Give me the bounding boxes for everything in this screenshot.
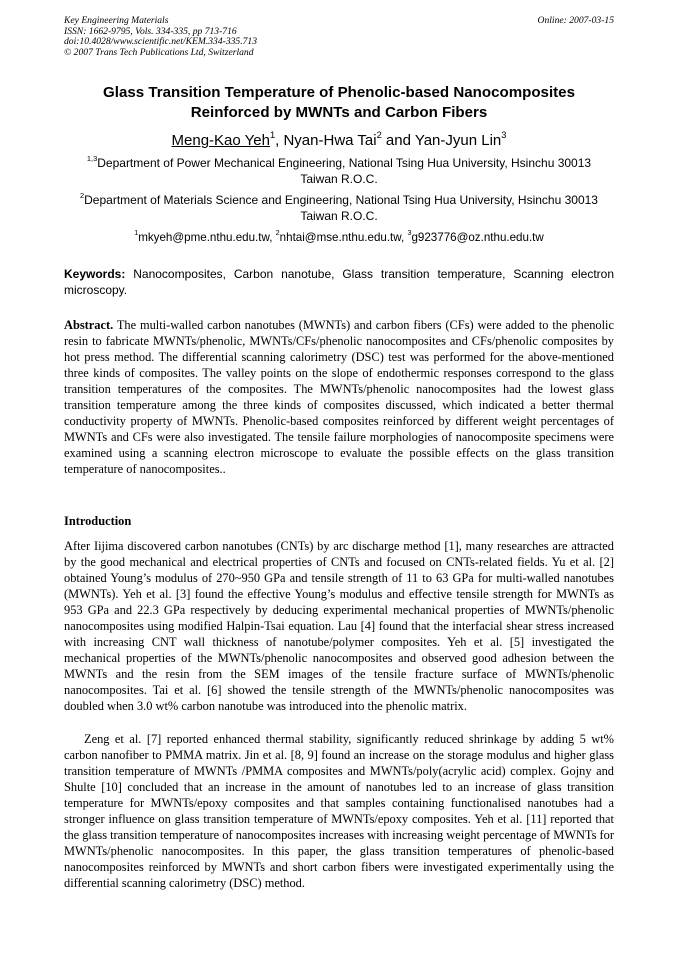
paper-title [64, 83, 614, 122]
affiliation-2-line-2: Taiwan R.O.C. [300, 208, 378, 223]
email-1: mkyeh@pme.nthu.edu.tw, [138, 231, 276, 244]
author-3-sup: 3 [501, 129, 507, 140]
keywords-block [64, 266, 614, 298]
affiliation-1-sup: 1,3 [86, 153, 98, 163]
affiliation-1 [64, 153, 614, 187]
email-list [64, 230, 614, 246]
affiliation-2 [64, 190, 614, 224]
abstract-label: Abstract. [64, 318, 114, 332]
title-line-2: Reinforced by MWNTs and Carbon Fibers [190, 103, 488, 121]
introduction-paragraph-1: After Iijima discovered carbon nanotubes (CNTs) by arc discharge method [1], many researches are attracted by the good mechanical and electrical properties of CNTs and focused on CNTs-related fields. Yu et al. [2] obtained Young’s modulus of 270~950 GPa and tensile strength of 11 to 63 GPa for multi-walled nanotubes (MWNTs). Yeh et al. [3] found the effective Young’s modulus and effective tensile strength for MWNTs as 953 GPa and 22.3 GPa respectively by deducing experimental mechanical properties of MWNTs/phenolic nanocomposites using modified Halpin-Tsai equation. Lau [4] found that the interfacial shear stress increased with increasing CNT wall thickness of nanotube/polymer composites. Yeh et al. [5] investigated the mechanical properties of the MWNTs/phenolic nanocomposites and observed good adhesion between the MWNTs and the resin from the SEM images of the tensile fracture surface of MWNTs/phenolic nanocomposites. Tai et al. [6] showed the tensile strength of the MWNTs/phenolic nanocomposites was doubled when 3.0 wt% carbon nanotube was introduced into the phenolic matrix. [64, 539, 614, 714]
author-1-sup: 1 [269, 129, 276, 140]
email-1-sup: 1 [134, 228, 139, 238]
author-list [64, 131, 614, 151]
affiliation-2-line-1: Department of Materials Science and Engineering, National Tsing Hua University, Hsinchu 30013 [84, 193, 598, 207]
author-2-name: Nyan-Hwa Tai [283, 132, 377, 149]
journal-copyright: © 2007 Trans Tech Publications Ltd, Switzerland [64, 46, 254, 58]
abstract-block [64, 317, 614, 477]
affiliation-1-line-2: Taiwan R.O.C. [300, 171, 378, 186]
journal-header [64, 16, 257, 58]
email-2: nhtai@mse.nthu.edu.tw, [279, 231, 408, 244]
email-3-sup: 3 [407, 228, 412, 238]
email-2-sup: 2 [275, 228, 280, 238]
affiliation-1-line-1: Department of Power Mechanical Engineering, National Tsing Hua University, Hsinchu 30013 [97, 156, 592, 170]
author-2-sup: 2 [376, 129, 382, 140]
author-sep-2: and [381, 132, 415, 149]
journal-issn: ISSN: 1662-9795, Vols. 334-335, pp 713-716 [64, 25, 237, 37]
online-date: Online: 2007-03-15 [537, 15, 614, 26]
affiliation-2-sup: 2 [80, 190, 85, 200]
introduction-heading: Introduction [64, 514, 132, 528]
email-3: g923776@oz.nthu.edu.tw [411, 231, 544, 244]
author-1-name: Meng-Kao Yeh [171, 132, 270, 149]
keywords-text: Nanocomposites, Carbon nanotube, Glass transition temperature, Scanning electron microscopy. [64, 267, 614, 297]
author-sep-1: , [275, 132, 284, 149]
keywords-label: Keywords: [64, 267, 126, 281]
journal-doi: doi:10.4028/www.scientific.net/KEM.334-335.713 [64, 36, 258, 47]
abstract-text: The multi-walled carbon nanotubes (MWNTs) and carbon fibers (CFs) were added to the phenolic resin to fabricate MWNTs/phenolic, MWNTs/CFs/phenolic nanocomposites and CFs/phenolic composites by hot press method. The differential scanning calorimetry (DSC) test was performed for the above-mentioned three kinds of composites. The valley points on the slope of endothermic responses correspond to the glass transition temperatures of the composites. The MWNTs/phenolic nanocomposites had the lowest glass transition temperature among the three kinds of composites discussed, which indicated a better thermal conductivity property of MWNTs. Phenolic-based composites reinforced by different weight percentages of MWNTs and CFs were also investigated. The tensile failure morphologies of nanocomposite specimens were examined using a scanning electron microscope to evaluate the possible effects on the glass transition temperature of nanocomposites.. [64, 318, 614, 477]
author-3-name: Yan-Jyun Lin [414, 132, 502, 149]
introduction-paragraph-2: Zeng et al. [7] reported enhanced thermal stability, significantly reduced shrinkage by adding 5 wt% carbon nanofiber to PMMA matrix. Jin et al. [8, 9] found an increase on the storage modulus and higher glass transition temperature of MWNTs /PMMA composites and MWNTs/poly(acrylic acid) complex. Gojny and Shulte [10] concluded that an increase in the amount of nanotubes led to an increase of glass transition temperature for MWNTs/epoxy composites and that samples containing functionalised nanotubes had a stronger influence on glass transition temperature of MWNTs/epoxy composites. Yeh et al. [11] reported that the glass transition temperature of nanocomposites increases with increasing weight percentage of MWNTs for MWNTs/phenolic nanocomposites. In this paper, the glass transition temperatures of phenolic-based nanocomposites reinforced by MWNTs and short carbon fibers were investigated experimentally using the differential scanning calorimetry (DSC) method. [64, 732, 614, 891]
journal-name: Key Engineering Materials [64, 15, 169, 26]
title-line-1: Glass Transition Temperature of Phenolic-based Nanocomposites [103, 84, 575, 101]
